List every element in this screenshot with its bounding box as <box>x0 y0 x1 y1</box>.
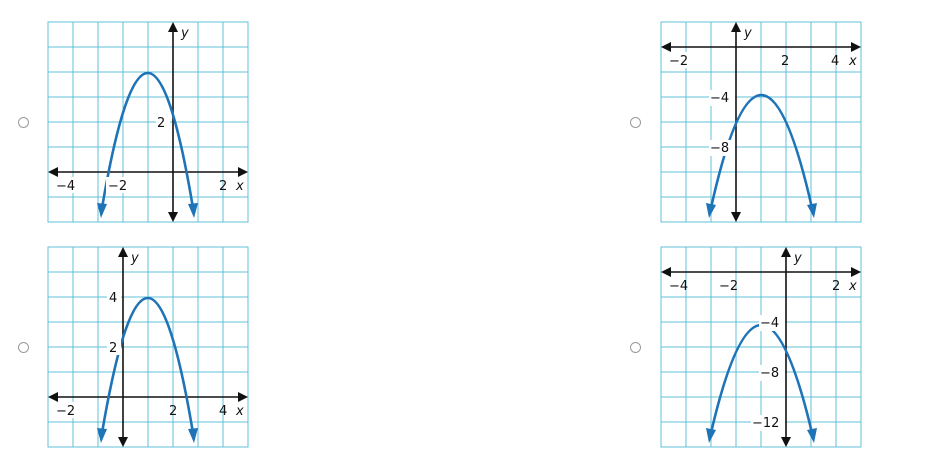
tick-label: 2 <box>169 404 178 419</box>
tick-label: 2 <box>219 179 228 194</box>
option-c-radio[interactable] <box>18 342 29 353</box>
tick-label: −4 <box>56 179 76 194</box>
tick-label: −2 <box>669 54 689 69</box>
option-a-radio[interactable] <box>18 117 29 128</box>
tick-label: −8 <box>760 366 780 381</box>
y-axis-label: y <box>744 26 752 41</box>
tick-label: −2 <box>56 404 76 419</box>
tick-label: 4 <box>219 404 228 419</box>
tick-label: 2 <box>781 54 790 69</box>
option-b-graph <box>661 22 861 222</box>
tick-label: −12 <box>752 416 780 431</box>
x-axis-label: x <box>236 179 244 194</box>
x-axis-label: x <box>849 54 857 69</box>
tick-label: 2 <box>832 279 841 294</box>
tick-label: −4 <box>760 316 780 331</box>
y-axis-label: y <box>181 26 189 41</box>
tick-label: 2 <box>157 116 166 131</box>
option-a-graph <box>48 22 248 222</box>
option-b-radio[interactable] <box>630 117 641 128</box>
tick-label: −2 <box>719 279 739 294</box>
tick-label: −4 <box>669 279 689 294</box>
tick-label: 4 <box>109 291 118 306</box>
x-axis-label: x <box>849 279 857 294</box>
option-d-graph <box>661 247 861 447</box>
tick-label: 4 <box>831 54 840 69</box>
x-axis-label: x <box>236 404 244 419</box>
y-axis-label: y <box>794 251 802 266</box>
tick-label: 2 <box>109 341 118 356</box>
y-axis-label: y <box>131 251 139 266</box>
tick-label: −4 <box>710 91 730 106</box>
tick-label: −8 <box>710 141 730 156</box>
option-c-graph <box>48 247 248 447</box>
option-d-radio[interactable] <box>630 342 641 353</box>
tick-label: −2 <box>108 179 128 194</box>
